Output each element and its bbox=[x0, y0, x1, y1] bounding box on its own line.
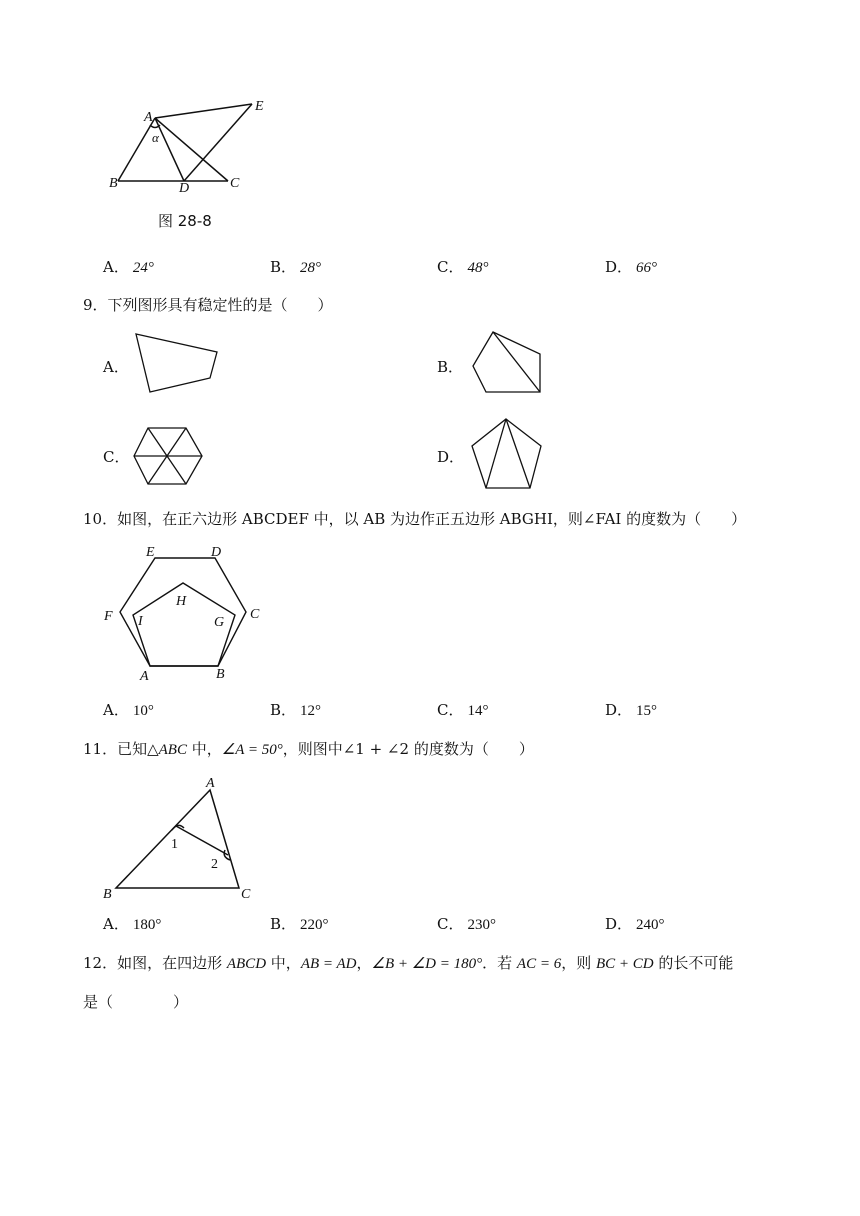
q9-option-a[interactable]: A． bbox=[103, 358, 129, 376]
fig8-label-e: E bbox=[255, 99, 264, 114]
q10-label-f: F bbox=[104, 609, 113, 624]
q11-option-b[interactable]: B． 220° bbox=[270, 915, 329, 933]
q11-label-b: B bbox=[103, 887, 112, 900]
q10-label-b: B bbox=[216, 667, 225, 682]
q10-text: 10．如图，在正六边形 ABCDEF 中，以 AB 为边作正五边形 ABGHI，则∠FAI 的度数为（ ） bbox=[83, 510, 747, 528]
fig8-label-d: D bbox=[179, 181, 190, 196]
q10-option-c[interactable]: C． 14° bbox=[437, 701, 489, 719]
q8-option-a[interactable]: A． 24° bbox=[103, 258, 154, 276]
q11-text: 11．已知△ABC 中，∠A = 50°，则图中∠1 + ∠2 的度数为（ ） bbox=[83, 740, 534, 758]
q11-option-d[interactable]: D． 240° bbox=[605, 915, 665, 933]
q9-figure-a-quadrilateral bbox=[130, 330, 225, 400]
fig8-label-alpha: α bbox=[152, 130, 159, 145]
q10-option-a[interactable]: A． 10° bbox=[103, 701, 154, 719]
fig8-label-b: B bbox=[109, 176, 118, 191]
q10-label-h: H bbox=[176, 594, 187, 609]
q12-text-line1: 12．如图，在四边形 ABCD 中，AB = AD，∠B + ∠D = 180°．若 AC = 6，则 BC + CD 的长不可能 bbox=[83, 954, 734, 972]
q8-option-b[interactable]: B． 28° bbox=[270, 258, 322, 276]
q8-option-d[interactable]: D． 66° bbox=[605, 258, 658, 276]
q8-option-c[interactable]: C． 48° bbox=[437, 258, 489, 276]
q12-text-line2: 是（ ） bbox=[83, 993, 189, 1011]
q9-figure-b-pentagon-diagonal bbox=[468, 328, 548, 398]
q11-figure-triangle bbox=[98, 770, 268, 900]
q11-label-c: C bbox=[241, 887, 251, 900]
fig8-label-c: C bbox=[230, 176, 240, 191]
q9-option-b[interactable]: B． bbox=[437, 358, 464, 376]
q9-text: 9．下列图形具有稳定性的是（ ） bbox=[83, 296, 333, 314]
q11-option-a[interactable]: A． 180° bbox=[103, 915, 162, 933]
q10-label-d: D bbox=[211, 545, 222, 560]
fig8-label-a: A bbox=[144, 110, 153, 125]
q10-label-g: G bbox=[214, 615, 225, 630]
q11-label-angle-1: 1 bbox=[171, 837, 178, 852]
fig8-caption: 图 28-8 bbox=[158, 212, 212, 230]
q9-figure-d-pentagon-diagonals bbox=[468, 416, 548, 492]
q11-label-a: A bbox=[206, 776, 215, 791]
q9-option-c[interactable]: C． bbox=[103, 448, 130, 466]
q10-label-i: I bbox=[138, 614, 143, 629]
q10-label-a: A bbox=[140, 669, 149, 684]
q10-label-c: C bbox=[250, 607, 260, 622]
q11-label-angle-2: 2 bbox=[211, 857, 218, 872]
figure-28-8 bbox=[100, 90, 280, 235]
q10-option-d[interactable]: D． 15° bbox=[605, 701, 658, 719]
q9-option-d[interactable]: D． bbox=[437, 448, 465, 466]
q10-label-e: E bbox=[146, 545, 155, 560]
q9-figure-c-hexagon-cross bbox=[130, 424, 206, 488]
q10-figure-hexagon-pentagon bbox=[100, 540, 270, 685]
q11-option-c[interactable]: C． 230° bbox=[437, 915, 496, 933]
q10-option-b[interactable]: B． 12° bbox=[270, 701, 322, 719]
